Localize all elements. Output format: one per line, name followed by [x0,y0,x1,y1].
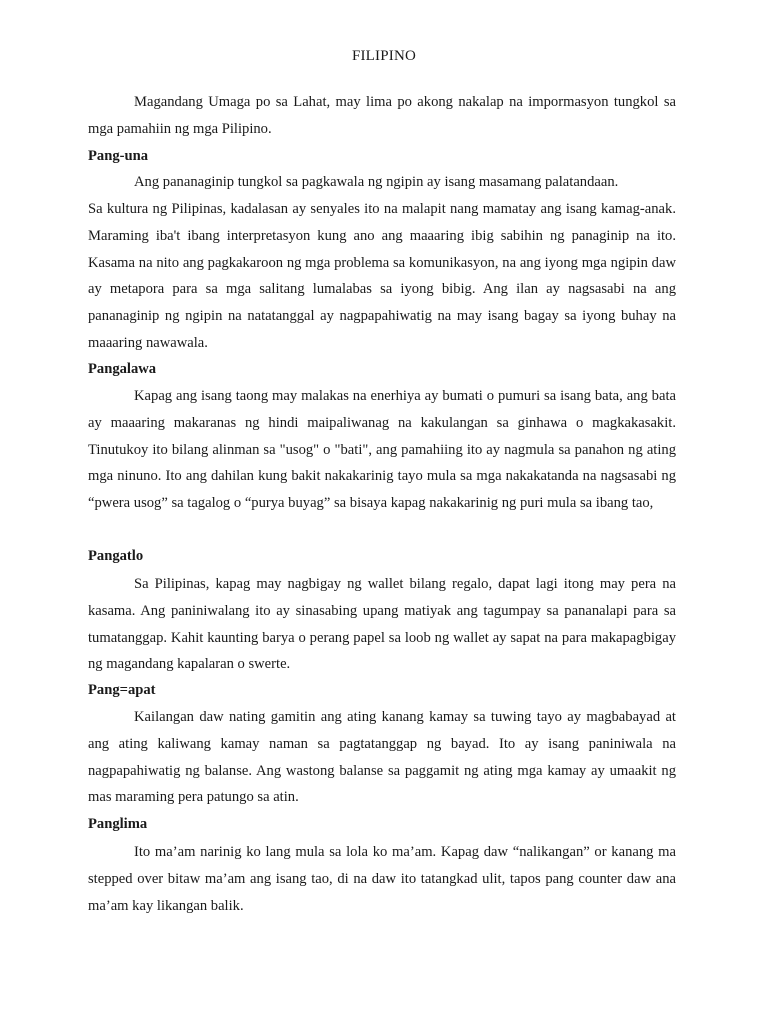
section-heading-panglima: Panglima [88,816,148,832]
document-title: FILIPINO [351,48,417,64]
section-heading-pang-apat: Pang=apat [88,682,156,698]
section-5-body: Ito ma’am narinig ko lang mula sa lola ko ma’am. Kapag daw “nalikangan” or kanang ma stepped over bitaw ma’am ang isang tao, di na daw ito tatangkad ulit, tapos pang counter daw ana ma’am kay likangan balik. [88,844,676,914]
section-1-lead: Ang pananaginip tungkol sa pagkawala ng ngipin ay isang masamang palatandaan. [134,174,619,190]
section-heading-pang-una: Pang-una [88,148,149,164]
section-1-body: Sa kultura ng Pilipinas, kadalasan ay senyales ito na malapit nang mamatay ang isang kamag-anak. Maraming iba't ibang interpretasyon kung ano ang maaaring ibig sabihin ng panaginip na ito. Kasama na nito ang pagkakaroon ng mga problema sa komunikasyon, na ang iyong mga ngipin daw ay metapora para sa mga salitang lumalabas sa iyong bibig. Ang ilan ay nagsasabi na ang pananaginip ng ngipin na natatanggal ay nagpapahiwatig na may isang bagay sa iyong buhay na maaaring nawawala. [88,201,676,351]
section-heading-pangalawa: Pangalawa [88,361,157,377]
section-heading-pangatlo: Pangatlo [88,548,144,564]
section-2-body: Kapag ang isang taong may malakas na enerhiya ay bumati o pumuri sa isang bata, ang bata ay maaaring makaranas ng hindi maipaliwanag na kakulangan sa ginhawa o magkakasakit. Tinutukoy ito bilang alinman sa "usog" o "bati", ang pamahiing ito ay nagmula sa panahon ng ating mga ninuno. Ito ang dahilan kung bakit nakakarinig tayo mula sa mga nakakatanda na nagsasabi ng “pwera usog” sa tagalog o “purya buyag” sa bisaya kapag nakakarinig ng puri mula sa ibang tao, [88,388,676,512]
intro-paragraph: Magandang Umaga po sa Lahat, may lima po akong nakalap na impormasyon tungkol sa mga pamahiin ng mga Pilipino. [88,94,676,137]
section-4-body: Kailangan daw nating gamitin ang ating kanang kamay sa tuwing tayo ay magbabayad at ang ating kaliwang kamay naman sa pagtatanggap ng bayad. Ito ay isang paniniwala na nagpapahiwatig ng balanse. Ang wastong balanse sa paggamit ng ating mga kamay ay umaakit ng mas maraming pera patungo sa atin. [88,709,676,806]
section-3-body: Sa Pilipinas, kapag may nagbigay ng wallet bilang regalo, dapat lagi itong may pera na kasama. Ang paniniwalang ito ay sinasabing upang matiyak ang tagumpay sa pananalapi para sa tumatanggap. Kahit kaunting barya o perang papel sa loob ng wallet ay sapat na para makapagbigay ng magandang kapalaran o swerte. [88,576,676,673]
